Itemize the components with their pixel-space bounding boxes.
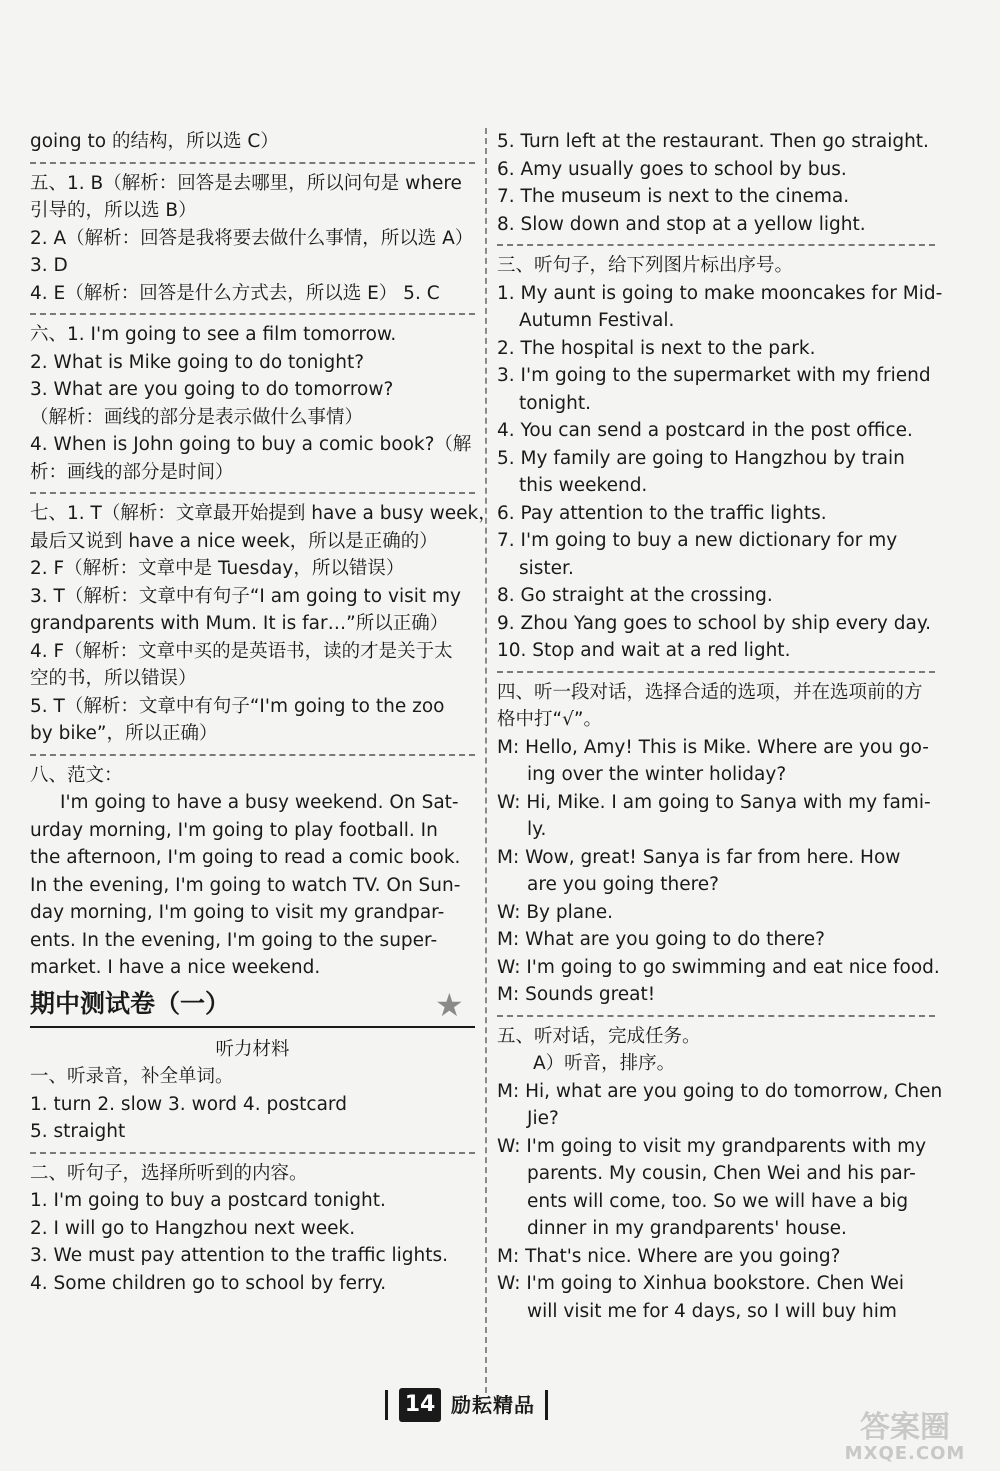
part-heading: 一、听录音，补全单词。	[30, 1066, 234, 1087]
dialogue-line: M: What are you going to do there?	[497, 929, 825, 950]
star-icon: ★	[435, 985, 464, 1024]
dialogue-line: M: Hi, what are you going to do tomorrow, Chen	[497, 1080, 943, 1102]
dashed-separator	[30, 492, 475, 494]
dialogue-line: parents. My cousin, Chen Wei and his par-	[527, 1163, 916, 1184]
answer-line: going to 的结构，所以选 C）	[30, 131, 279, 152]
essay-line: I'm going to have a busy weekend. On Sat-	[60, 792, 459, 813]
dialogue-line: M: Wow, great! Sanya is far from here. How	[497, 846, 901, 868]
answer-line: 5. T（解析：文章中有句子“I'm going to the zoo	[30, 695, 445, 717]
answer-line: 4. You can send a postcard in the post office.	[497, 420, 913, 441]
answer-line: 3. What are you going to do tomorrow?	[30, 379, 394, 400]
answer-line: Autumn Festival.	[519, 310, 675, 331]
dashed-separator	[497, 1015, 935, 1017]
part-heading: 三、听句子，给下列图片标出序号。	[497, 255, 794, 276]
answer-line: by bike”，所以正确）	[30, 723, 218, 744]
answer-line: tonight.	[519, 392, 592, 414]
answer-line: 1. turn 2. slow 3. word 4. postcard	[30, 1093, 347, 1115]
dialogue-line: W: By plane.	[497, 901, 614, 923]
dialogue-line: ents will come, too. So we will have a big	[527, 1190, 909, 1212]
dialogue-line: W: Hi, Mike. I am going to Sanya with my fami-	[497, 791, 931, 813]
dialogue-line: W: I'm going to Xinhua bookstore. Chen Wei	[497, 1273, 904, 1294]
answer-line: 五、1. B（解析：回答是去哪里，所以问句是 where	[30, 172, 462, 194]
essay-line: urday morning, I'm going to play football. In	[30, 819, 438, 841]
answer-line: 4. F（解析：文章中买的是英语书，读的才是关于太	[30, 640, 453, 662]
answer-line: 9. Zhou Yang goes to school by ship every day.	[497, 612, 932, 634]
answer-line: 2. I will go to Hangzhou next week.	[30, 1217, 356, 1239]
dialogue-line: ly.	[527, 819, 547, 840]
dashed-separator	[30, 754, 475, 756]
part-subheading: A）听音，排序。	[533, 1053, 676, 1074]
footer-bar-left	[385, 1390, 388, 1420]
answer-line: 3. We must pay attention to the traffic lights.	[30, 1245, 449, 1266]
answer-line: 4. E（解析：回答是什么方式去，所以选 E） 5. C	[30, 282, 440, 304]
dialogue-line: will visit me for 4 days, so I will buy him	[527, 1300, 897, 1322]
dashed-separator	[30, 162, 475, 164]
dialogue-line: M: Hello, Amy! This is Mike. Where are you go-	[497, 736, 929, 758]
dialogue-line: M: Sounds great!	[497, 984, 656, 1005]
answer-line: 七、1. T（解析：文章最开始提到 have a busy week，	[30, 503, 497, 524]
dialogue-line: are you going there?	[527, 874, 719, 895]
dashed-separator	[30, 313, 475, 315]
answer-line: 7. I'm going to buy a new dictionary for my	[497, 530, 898, 551]
dashed-separator	[30, 1152, 475, 1154]
essay-line: day morning, I'm going to visit my grandpar-	[30, 902, 445, 923]
dialogue-line: ing over the winter holiday?	[527, 764, 787, 785]
answer-line: 4. When is John going to buy a comic book?（解	[30, 434, 472, 455]
page-number: 14	[399, 1388, 441, 1422]
dialogue-line: Jie?	[527, 1108, 559, 1129]
listening-title: 听力材料	[215, 1038, 290, 1060]
answer-line: 3. T（解析：文章中有句子“I am going to visit my	[30, 585, 461, 607]
answer-line: 3. D	[30, 255, 68, 276]
answer-line: 2. F（解析：文章中是 Tuesday，所以错误）	[30, 558, 405, 579]
essay-line: the afternoon, I'm going to read a comic book.	[30, 847, 461, 868]
dashed-separator	[497, 671, 935, 673]
watermark-sub: MXQE.COM	[844, 1443, 966, 1464]
answer-line: 2. The hospital is next to the park.	[497, 337, 816, 359]
answer-line: 3. I'm going to the supermarket with my friend	[497, 365, 931, 386]
left-column	[30, 128, 497, 1297]
answer-line: sister.	[519, 557, 574, 579]
answer-line: 1. I'm going to buy a postcard tonight.	[30, 1190, 386, 1211]
essay-heading: 八、范文：	[30, 764, 123, 786]
answer-line: 1. My aunt is going to make mooncakes for Mid-	[497, 282, 943, 304]
watermark-main: 答案圈	[860, 1410, 950, 1445]
answer-line: 2. A（解析：回答是我将要去做什么事情，所以选 A）	[30, 227, 474, 249]
answer-line: 5. straight	[30, 1121, 126, 1142]
answer-line: 5. Turn left at the restaurant. Then go straight.	[497, 131, 929, 152]
essay-line: ents. In the evening, I'm going to the super-	[30, 929, 438, 951]
answer-line: 6. Amy usually goes to school by bus.	[497, 158, 847, 180]
part-heading: 五、听对话，完成任务。	[497, 1025, 701, 1047]
answer-line: 10. Stop and wait at a red light.	[497, 640, 791, 661]
dialogue-line: M: That's nice. Where are you going?	[497, 1245, 841, 1267]
footer-bar-right	[545, 1390, 548, 1420]
brand-name: 励耘精品	[451, 1393, 535, 1417]
dialogue-line: dinner in my grandparents' house.	[527, 1218, 847, 1239]
dialogue-line: W: I'm going to go swimming and eat nice food.	[497, 956, 940, 978]
part-heading: 二、听句子，选择所听到的内容。	[30, 1162, 308, 1184]
answer-line: 析：画线的部分是时间）	[30, 461, 234, 483]
watermark-logo	[820, 1412, 990, 1467]
footer-badge	[385, 1388, 555, 1422]
answer-line: 5. My family are going to Hangzhou by train	[497, 447, 905, 469]
answer-line: 六、1. I'm going to see a film tomorrow.	[30, 324, 397, 345]
part-heading: 四、听一段对话，选择合适的选项，并在选项前的方	[497, 681, 923, 703]
essay-line: market. I have a nice weekend.	[30, 957, 321, 978]
answer-line: 引导的，所以选 B）	[30, 200, 197, 221]
dashed-separator	[497, 244, 935, 246]
answer-line: （解析：画线的部分是表示做什么事情）	[30, 406, 364, 428]
answer-line: 最后又说到 have a nice week，所以是正确的）	[30, 530, 438, 552]
right-column	[497, 128, 943, 1325]
section-title: 期中测试卷（一）	[30, 988, 231, 1018]
answer-line: 4. Some children go to school by ferry.	[30, 1272, 387, 1294]
answer-line: 8. Slow down and stop at a yellow light.	[497, 213, 866, 235]
answer-line: 8. Go straight at the crossing.	[497, 585, 773, 606]
answer-line: 7. The museum is next to the cinema.	[497, 186, 850, 207]
answer-line: grandparents with Mum. It is far…”所以正确）	[30, 613, 449, 634]
answer-line: this weekend.	[519, 475, 648, 496]
essay-line: In the evening, I'm going to watch TV. On Sun-	[30, 874, 461, 896]
answer-line: 空的书，所以错误）	[30, 668, 197, 689]
dialogue-line: W: I'm going to visit my grandparents with my	[497, 1135, 927, 1157]
answer-line: 2. What is Mike going to do tonight?	[30, 351, 365, 373]
part-heading: 格中打“√”。	[497, 709, 602, 730]
column-divider	[485, 128, 487, 1393]
answer-line: 6. Pay attention to the traffic lights.	[497, 502, 827, 524]
